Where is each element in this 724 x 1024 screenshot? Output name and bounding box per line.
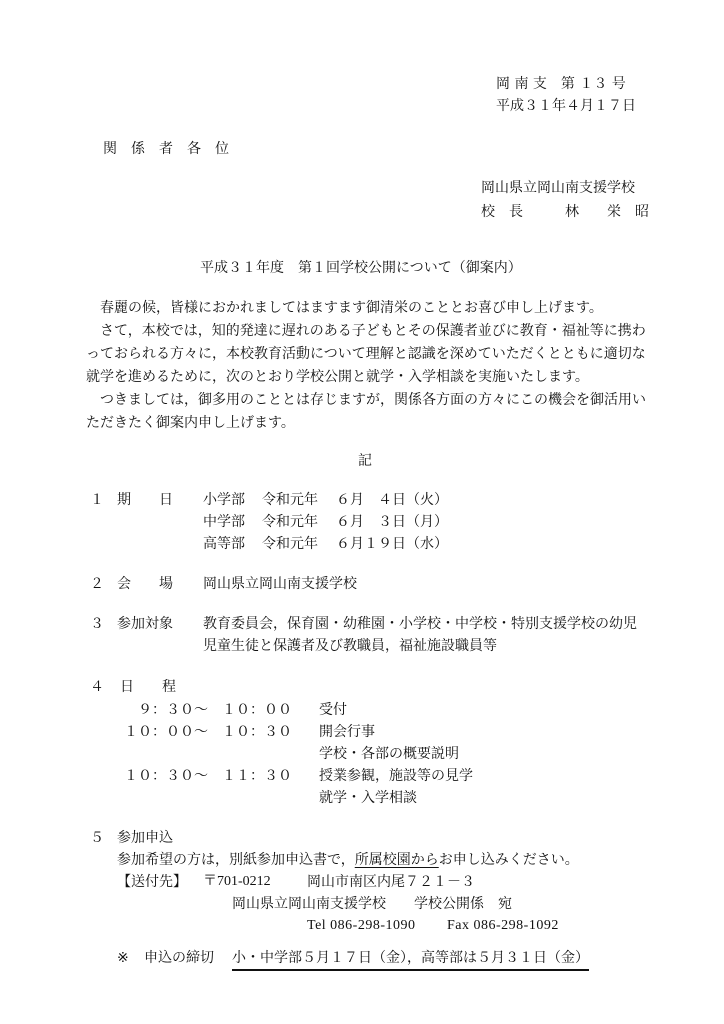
section-number: ３ bbox=[90, 616, 104, 632]
paragraph-purpose: さて，本校では，知的発達に遅れのある子どもとその保護者並びに教育・福祉等に携わっておられる方々に，本校教育活動について理解と認識を深めていただくとともに適切な就学を進めるために，次のとおり学校公開と就学・入学相談を実施いたします。 bbox=[86, 323, 646, 385]
schedule-item: 学校・各部の概要説明 bbox=[319, 746, 459, 762]
fax: Fax 086-298-1092 bbox=[447, 918, 559, 933]
paragraph-invitation: つきましては，御多用のこととは存じますが，関係各方面の方々にこの機会を御活用いただきたく御案内申し上げます。 bbox=[86, 392, 646, 431]
schedule-item: 受付 bbox=[319, 702, 347, 718]
document-title: 平成３１年度 第１回学校公開について（御案内） bbox=[200, 260, 522, 276]
application-instructions bbox=[117, 850, 579, 870]
section-number: ５ bbox=[90, 830, 104, 846]
section-number: ４ bbox=[90, 679, 104, 695]
address: 岡山市南区内尾７２１－３ bbox=[307, 874, 475, 890]
schedule-item: 授業参観，施設等の見学 bbox=[319, 768, 473, 784]
deadline-label: 申込の締切 bbox=[144, 950, 214, 966]
schedule-item: 就学・入学相談 bbox=[319, 790, 417, 806]
section-number: ２ bbox=[90, 576, 104, 592]
document-date: 平成３１年４月１７日 bbox=[496, 98, 636, 114]
era: 令和元年 bbox=[262, 536, 318, 552]
instructions-text: 参加希望の方は，別紙参加申込書で， bbox=[117, 852, 355, 868]
sender-principal: 校 長 林 栄 昭 bbox=[481, 204, 649, 220]
instructions-text-end: お申し込みください。 bbox=[438, 852, 579, 868]
date-value: ６月 ３日（月） bbox=[336, 514, 448, 530]
date-value: ６月１９日（水） bbox=[336, 536, 448, 552]
participants-line-2: 児童生徒と保護者及び教職員，福祉施設職員等 bbox=[203, 638, 497, 654]
date-value: ６月 ４日（火） bbox=[336, 492, 448, 508]
era: 令和元年 bbox=[262, 514, 318, 530]
deadline-value: 小・中学部５月１７日（金），高等部は５月３１日（金） bbox=[232, 948, 589, 971]
era: 令和元年 bbox=[262, 492, 318, 508]
instructions-underlined-text: 所属校園から bbox=[354, 852, 439, 868]
sender-school: 岡山県立岡山南支援学校 bbox=[481, 180, 635, 196]
document-number: 岡 南 支 第 １３ 号 bbox=[496, 76, 626, 92]
venue-value: 岡山県立岡山南支援学校 bbox=[203, 576, 357, 592]
postal-code: 〒701-0212 bbox=[203, 874, 271, 889]
department: 高等部 bbox=[203, 536, 245, 552]
ki-heading: 記 bbox=[358, 453, 372, 469]
section-label: 日 程 bbox=[120, 679, 176, 695]
send-to-label: 【送付先】 bbox=[117, 874, 187, 890]
schedule-item: 開会行事 bbox=[319, 724, 375, 740]
section-label: 参加対象 bbox=[117, 616, 173, 632]
department: 中学部 bbox=[203, 514, 245, 530]
participants-line-1: 教育委員会，保育園・幼稚園・小学校・中学校・特別支援学校の幼児 bbox=[203, 616, 637, 632]
telephone: Tel 086-298-1090 bbox=[307, 918, 416, 933]
department: 小学部 bbox=[203, 492, 245, 508]
section-label: 参加申込 bbox=[117, 830, 173, 846]
recipient: 岡山県立岡山南支援学校 学校公開係 宛 bbox=[232, 896, 512, 912]
section-label: 会 場 bbox=[117, 576, 173, 592]
schedule-time: ９：３０〜 １０：００ bbox=[138, 702, 292, 718]
schedule-time: １０：３０〜 １１：３０ bbox=[124, 768, 292, 784]
section-number: １ bbox=[90, 492, 104, 508]
paragraph-greeting: 春麗の候，皆様におかれましてはますます御清栄のこととお喜び申し上げます。 bbox=[100, 300, 603, 316]
schedule-time: １０：００〜 １０：３０ bbox=[124, 724, 292, 740]
addressee: 関 係 者 各 位 bbox=[103, 141, 229, 157]
note-mark: ※ bbox=[117, 950, 129, 966]
section-label: 期 日 bbox=[117, 492, 173, 508]
